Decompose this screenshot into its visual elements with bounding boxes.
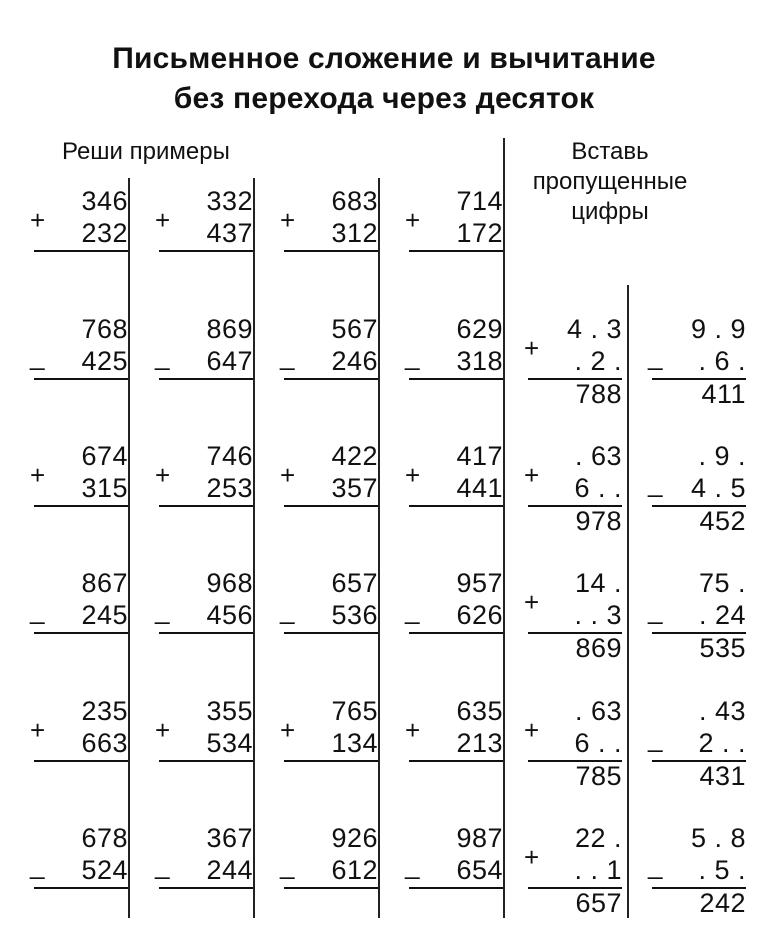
minus-sign: _ bbox=[280, 850, 295, 880]
second-operand: . 5 . bbox=[698, 855, 746, 885]
minus-sign: _ bbox=[405, 595, 420, 625]
sum-line bbox=[159, 632, 253, 634]
math-problem bbox=[155, 568, 265, 658]
first-operand: 968 bbox=[206, 568, 253, 598]
sum-line bbox=[409, 250, 503, 252]
left-section-heading: Реши примеры bbox=[62, 138, 230, 165]
first-operand: 678 bbox=[81, 823, 128, 853]
second-operand: . 2 . bbox=[574, 346, 622, 376]
first-operand: 768 bbox=[81, 314, 128, 344]
sum-line bbox=[409, 378, 503, 380]
second-operand: 172 bbox=[456, 218, 503, 248]
math-problem bbox=[155, 186, 265, 276]
plus-sign: + bbox=[405, 460, 421, 490]
second-operand: 534 bbox=[206, 728, 253, 758]
minus-sign: _ bbox=[280, 341, 295, 371]
result: 978 bbox=[575, 506, 622, 536]
sum-line bbox=[409, 887, 503, 889]
sum-line bbox=[34, 250, 128, 252]
sum-line bbox=[159, 760, 253, 762]
second-operand: 524 bbox=[81, 855, 128, 885]
sum-line bbox=[409, 760, 503, 762]
math-problem bbox=[30, 823, 140, 913]
first-operand: 9 . 9 bbox=[690, 314, 746, 344]
second-operand: 6 . . bbox=[574, 473, 622, 503]
second-operand: 253 bbox=[206, 473, 253, 503]
sum-line bbox=[34, 887, 128, 889]
first-operand: 346 bbox=[81, 186, 128, 216]
minus-sign: _ bbox=[30, 850, 45, 880]
second-operand: 4 . 5 bbox=[690, 473, 746, 503]
first-operand: . 9 . bbox=[698, 441, 746, 471]
math-problem bbox=[30, 314, 140, 404]
first-operand: 867 bbox=[81, 568, 128, 598]
plus-sign: + bbox=[524, 333, 540, 363]
minus-sign: _ bbox=[30, 341, 45, 371]
plus-sign: + bbox=[524, 842, 540, 872]
math-problem bbox=[30, 186, 140, 276]
second-operand: 441 bbox=[456, 473, 503, 503]
second-operand: 425 bbox=[81, 346, 128, 376]
math-problem bbox=[648, 314, 758, 409]
second-operand: 134 bbox=[331, 728, 378, 758]
result: 869 bbox=[575, 633, 622, 663]
plus-sign: + bbox=[30, 715, 46, 745]
math-problem bbox=[280, 441, 390, 531]
second-operand: 245 bbox=[81, 600, 128, 630]
first-operand: 683 bbox=[331, 186, 378, 216]
minus-sign: _ bbox=[155, 595, 170, 625]
first-operand: . 43 bbox=[698, 696, 746, 726]
first-operand: 746 bbox=[206, 441, 253, 471]
second-operand: 647 bbox=[206, 346, 253, 376]
column-divider bbox=[128, 178, 130, 918]
minus-sign: _ bbox=[405, 850, 420, 880]
second-operand: 246 bbox=[331, 346, 378, 376]
math-problem bbox=[280, 823, 390, 913]
first-operand: 417 bbox=[456, 441, 503, 471]
math-problem bbox=[648, 441, 758, 536]
second-operand: 437 bbox=[206, 218, 253, 248]
minus-sign: _ bbox=[405, 341, 420, 371]
second-operand: 232 bbox=[81, 218, 128, 248]
plus-sign: + bbox=[280, 715, 296, 745]
sum-line bbox=[34, 632, 128, 634]
sum-line bbox=[284, 632, 378, 634]
column-divider bbox=[253, 178, 255, 918]
math-problem bbox=[280, 568, 390, 658]
first-operand: 957 bbox=[456, 568, 503, 598]
sum-line bbox=[34, 378, 128, 380]
math-problem bbox=[524, 696, 634, 791]
plus-sign: + bbox=[30, 205, 46, 235]
second-operand: 2 . . bbox=[698, 728, 746, 758]
first-operand: 714 bbox=[456, 186, 503, 216]
second-operand: 456 bbox=[206, 600, 253, 630]
column-divider bbox=[378, 178, 380, 918]
second-operand: 315 bbox=[81, 473, 128, 503]
math-problem bbox=[524, 441, 634, 536]
second-operand: 612 bbox=[331, 855, 378, 885]
result: 411 bbox=[701, 379, 746, 409]
math-problem bbox=[405, 314, 515, 404]
sum-line bbox=[159, 505, 253, 507]
page-title: Письменное сложение и вычитание bbox=[112, 42, 656, 75]
first-operand: 657 bbox=[331, 568, 378, 598]
result: 785 bbox=[575, 761, 622, 791]
right-heading-line: Вставь bbox=[571, 138, 649, 165]
first-operand: 355 bbox=[206, 696, 253, 726]
math-problem bbox=[30, 696, 140, 786]
result: 788 bbox=[575, 379, 622, 409]
first-operand: 422 bbox=[331, 441, 378, 471]
first-operand: . 63 bbox=[574, 696, 622, 726]
math-problem bbox=[648, 696, 758, 791]
math-problem bbox=[280, 314, 390, 404]
math-problem bbox=[524, 314, 634, 409]
math-problem bbox=[405, 823, 515, 913]
second-operand: 244 bbox=[206, 855, 253, 885]
minus-sign: _ bbox=[30, 595, 45, 625]
math-problem bbox=[405, 696, 515, 786]
minus-sign: _ bbox=[648, 341, 663, 371]
sum-line bbox=[409, 505, 503, 507]
math-problem bbox=[155, 441, 265, 531]
second-operand: . 24 bbox=[698, 600, 746, 630]
second-operand: 663 bbox=[81, 728, 128, 758]
math-problem bbox=[30, 568, 140, 658]
sum-line bbox=[159, 250, 253, 252]
sum-line bbox=[409, 632, 503, 634]
first-operand: 5 . 8 bbox=[690, 823, 746, 853]
second-operand: 213 bbox=[456, 728, 503, 758]
plus-sign: + bbox=[280, 460, 296, 490]
math-problem bbox=[648, 568, 758, 663]
plus-sign: + bbox=[524, 460, 540, 490]
first-operand: 765 bbox=[331, 696, 378, 726]
sum-line bbox=[34, 505, 128, 507]
math-problem bbox=[155, 696, 265, 786]
first-operand: 987 bbox=[456, 823, 503, 853]
second-operand: 312 bbox=[331, 218, 378, 248]
math-problem bbox=[524, 823, 634, 918]
first-operand: 367 bbox=[206, 823, 253, 853]
math-problem bbox=[524, 568, 634, 663]
second-operand: 357 bbox=[331, 473, 378, 503]
plus-sign: + bbox=[524, 715, 540, 745]
page-subtitle: без перехода через десяток bbox=[173, 82, 595, 115]
first-operand: 14 . bbox=[574, 568, 622, 598]
plus-sign: + bbox=[280, 205, 296, 235]
plus-sign: + bbox=[155, 205, 171, 235]
first-operand: 4 . 3 bbox=[566, 314, 622, 344]
result: 452 bbox=[699, 506, 746, 536]
result: 657 bbox=[575, 888, 622, 918]
first-operand: . 63 bbox=[574, 441, 622, 471]
second-operand: . 6 . bbox=[698, 346, 746, 376]
minus-sign: _ bbox=[155, 850, 170, 880]
sum-line bbox=[284, 505, 378, 507]
plus-sign: + bbox=[155, 460, 171, 490]
minus-sign: _ bbox=[280, 595, 295, 625]
sum-line bbox=[284, 760, 378, 762]
first-operand: 567 bbox=[331, 314, 378, 344]
first-operand: 926 bbox=[331, 823, 378, 853]
second-operand: 318 bbox=[456, 346, 503, 376]
plus-sign: + bbox=[524, 587, 540, 617]
first-operand: 674 bbox=[81, 441, 128, 471]
right-section-heading bbox=[505, 138, 715, 228]
math-problem bbox=[405, 568, 515, 658]
minus-sign: _ bbox=[648, 850, 663, 880]
second-operand: 654 bbox=[456, 855, 503, 885]
minus-sign: _ bbox=[648, 468, 663, 498]
second-operand: 536 bbox=[331, 600, 378, 630]
second-operand: . . 1 bbox=[574, 855, 622, 885]
result: 535 bbox=[699, 633, 746, 663]
minus-sign: _ bbox=[155, 341, 170, 371]
second-operand: 626 bbox=[456, 600, 503, 630]
sum-line bbox=[284, 250, 378, 252]
first-operand: 332 bbox=[206, 186, 253, 216]
sum-line bbox=[284, 887, 378, 889]
second-operand: . . 3 bbox=[574, 600, 622, 630]
first-operand: 629 bbox=[456, 314, 503, 344]
minus-sign: _ bbox=[648, 723, 663, 753]
right-heading-line: пропущенные bbox=[532, 168, 688, 195]
first-operand: 22 . bbox=[574, 823, 622, 853]
math-problem bbox=[405, 186, 515, 276]
math-problem bbox=[155, 314, 265, 404]
sum-line bbox=[34, 760, 128, 762]
plus-sign: + bbox=[405, 715, 421, 745]
first-operand: 869 bbox=[206, 314, 253, 344]
result: 242 bbox=[699, 888, 746, 918]
math-problem bbox=[155, 823, 265, 913]
right-heading-line: цифры bbox=[571, 198, 649, 225]
plus-sign: + bbox=[405, 205, 421, 235]
sum-line bbox=[159, 887, 253, 889]
sum-line bbox=[284, 378, 378, 380]
sum-line bbox=[159, 378, 253, 380]
plus-sign: + bbox=[30, 460, 46, 490]
math-problem bbox=[648, 823, 758, 918]
first-operand: 75 . bbox=[698, 568, 746, 598]
result: 431 bbox=[699, 761, 746, 791]
math-problem bbox=[30, 441, 140, 531]
math-problem bbox=[280, 696, 390, 786]
plus-sign: + bbox=[155, 715, 171, 745]
first-operand: 635 bbox=[456, 696, 503, 726]
math-problem bbox=[280, 186, 390, 276]
second-operand: 6 . . bbox=[574, 728, 622, 758]
minus-sign: _ bbox=[648, 595, 663, 625]
first-operand: 235 bbox=[81, 696, 128, 726]
math-problem bbox=[405, 441, 515, 531]
